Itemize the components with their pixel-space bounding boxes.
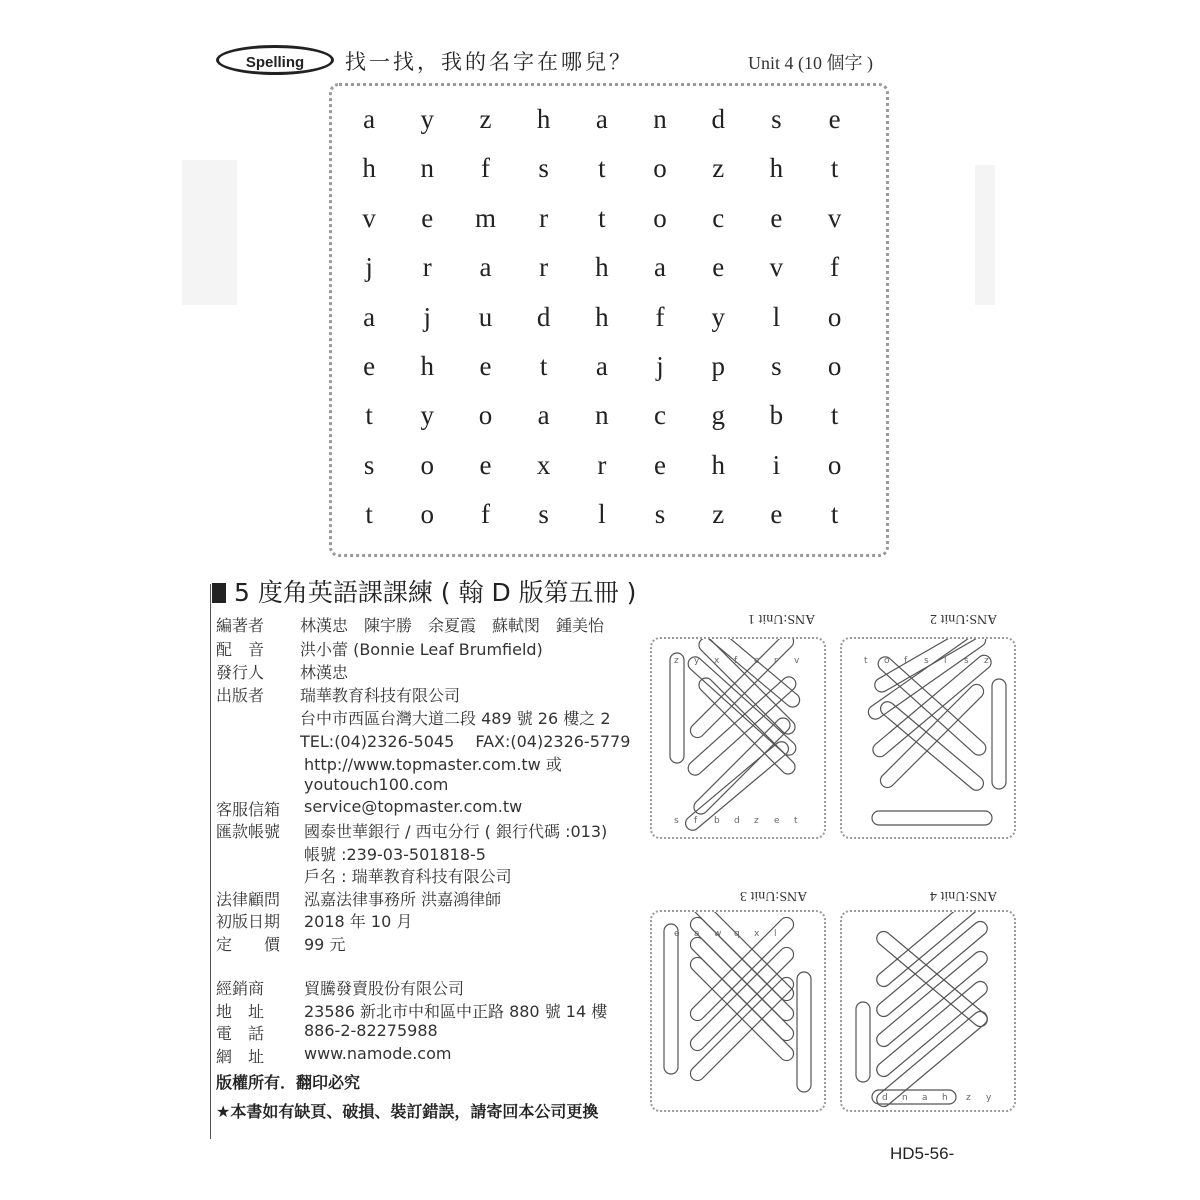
svg-text:f: f [694,816,698,826]
answer-letters [882,1093,992,1103]
colophon-heading [212,573,636,609]
puzzle-letter: h [420,350,435,381]
puzzle-letter: p [711,350,725,381]
puzzle-letter: v [827,202,842,233]
svg-text:e: e [774,816,780,826]
answer-key-unit-3 [650,910,826,1112]
colophon-divider [210,584,211,1139]
puzzle-letter: t [365,400,373,431]
svg-text:x: x [714,656,720,666]
puzzle-letter: s [538,499,549,530]
svg-text:h: h [942,1093,948,1103]
svg-text:d: d [882,1093,888,1103]
puzzle-letter: b [769,400,784,431]
puzzle-letter: v [769,252,784,283]
puzzle-letter: o [827,301,842,332]
colophon-value: 林漢忠 陳宇勝 余夏霞 蘇軾閔 鍾美怡 [300,616,605,635]
svg-text:e: e [754,656,760,666]
puzzle-letter: s [538,153,549,184]
puzzle-letter: t [598,153,606,184]
puzzle-letter: e [828,104,841,134]
puzzle-letter: a [595,104,608,134]
puzzle-letter: j [423,301,432,332]
svg-text:t: t [864,656,868,666]
puzzle-letter: t [830,153,839,184]
remit-label: 匯款帳號 [216,822,281,841]
puzzle-letter: r [422,252,432,283]
puzzle-letter: j [365,252,373,283]
puzzle-letter: e [479,350,492,381]
svg-text:s: s [964,656,969,666]
colophon-label: 配 音 [216,640,265,659]
puzzle-letter: e [712,252,725,283]
puzzle-letter: e [421,202,434,233]
svg-text:y: y [986,1093,992,1103]
puzzle-letter: o [653,153,667,184]
service-email[interactable]: service@topmaster.com.tw [304,797,523,816]
svg-text:s: s [674,816,679,826]
puzzle-letter: h [536,104,551,134]
puzzle-letter: j [656,350,664,381]
answer-letters [674,929,777,939]
puzzle-letter: t [365,499,373,530]
puzzle-letter: m [474,202,496,233]
puzzle-letter: n [653,104,667,134]
svg-text:z: z [984,656,989,666]
publisher-website[interactable]: youtouch100.com [304,775,449,794]
puzzle-letter: r [539,252,549,283]
answer-caption: ANS:Unit 1 [748,611,816,626]
phone-value: 886-2-82275988 [304,1021,438,1040]
puzzle-letter: o [827,350,842,381]
answer-caption: ANS:Unit 3 [740,888,808,903]
puzzle-letter: f [655,301,665,332]
legal-value: 泓嘉法律事務所 洪嘉鴻律師 [304,890,502,909]
puzzle-letter: a [595,350,608,381]
svg-text:b: b [714,816,720,826]
puzzle-letter: c [712,202,725,233]
puzzle-letter: v [362,202,376,233]
puzzle-letter: s [771,350,782,381]
svg-text:a: a [922,1093,928,1103]
svg-text:e: e [674,929,680,939]
puzzle-letter: o [420,499,435,530]
colophon-label: 發行人 [216,663,265,682]
puzzle-letter: f [830,252,840,283]
publisher-website[interactable]: http://www.topmaster.com.tw 或 [304,755,562,774]
puzzle-grid [340,96,864,541]
svg-text:l: l [774,929,777,939]
puzzle-letter: l [598,499,606,530]
puzzle-letter: z [479,104,492,134]
puzzle-letter: l [772,301,781,332]
left-decoration [182,160,237,305]
puzzle-letter: i [772,449,781,480]
puzzle-letter: a [537,400,550,431]
svg-text:d: d [734,816,740,826]
svg-text:t: t [794,816,798,826]
svg-text:w: w [714,929,722,939]
answer-key-unit-4 [840,910,1016,1112]
puzzle-letter: e [770,202,783,233]
puzzle-letter: o [420,449,435,480]
date-value: 2018 年 10 月 [304,912,413,931]
puzzle-letter: o [478,400,493,431]
service-label: 客服信箱 [216,800,281,819]
puzzle-letter: a [479,252,492,283]
puzzle-letter: a [363,104,376,134]
answer-key-drawing [842,639,1014,837]
publisher-tel-fax: TEL:(04)2326-5045 FAX:(04)2326-5779 [300,732,631,751]
spelling-badge: Spelling [216,45,334,75]
heading-block-icon [212,583,226,603]
address-label: 地 址 [216,1002,265,1021]
puzzle-letter: h [595,301,609,332]
answer-caption: ANS:Unit 4 [930,888,998,903]
colophon-title: 5 度角英語課課練 ( 翰 D 版第五冊 ) [234,578,637,607]
distributor-value: 貿騰發賣股份有限公司 [304,979,465,998]
puzzle-letter: o [827,449,842,480]
svg-text:v: v [794,656,800,666]
puzzle-letter: e [654,449,667,480]
puzzle-letter: c [654,400,667,431]
page-title: 找一找，我的名字在哪兒？ [345,50,633,74]
puzzle-letter: z [712,499,725,530]
puzzle-letter: z [712,153,725,184]
puzzle-letter: a [363,301,376,332]
answer-key-drawing [652,912,824,1110]
puzzle-letter: d [536,301,551,332]
svg-text:n: n [902,1093,908,1103]
svg-text:z: z [754,816,759,826]
price-label: 定 價 [216,935,281,954]
unit-label: Unit 4 (10 個字 ) [748,53,873,73]
defect-notice: ★本書如有缺頁、破損、裝訂錯誤，請寄回本公司更換 [216,1102,599,1121]
rights-notice: 版權所有．翻印必究 [216,1073,361,1092]
puzzle-letter: h [769,153,784,184]
answer-caption: ANS:Unit 2 [930,611,998,626]
puzzle-letter: f [480,153,490,184]
svg-text:o: o [884,656,890,666]
puzzle-letter: y [711,301,725,332]
puzzle-letter: s [654,499,666,530]
puzzle-letter: s [363,449,375,480]
colophon-value: 瑞華教育科技有限公司 [300,686,461,705]
remit-account: 帳號 :239-03-501818-5 [304,845,486,864]
puzzle-letter: t [598,202,606,233]
puzzle-letter: t [830,400,839,431]
colophon-label: 出版者 [216,686,265,705]
puzzle-letter: s [771,104,782,134]
puzzle-letter: r [539,202,549,233]
puzzle-letter: g [711,400,725,431]
svg-text:a: a [694,929,700,939]
puzzle-letter: f [480,499,490,530]
svg-text:y: y [694,656,700,666]
date-label: 初版日期 [216,912,281,931]
puzzle-letter: h [362,153,376,184]
puzzle-letter: r [597,449,607,480]
answer-key-drawing [842,912,1014,1110]
puzzle-letter: t [539,350,548,381]
web-value[interactable]: www.namode.com [304,1044,452,1063]
colophon-label: 編著者 [216,616,265,635]
svg-text:f: f [734,656,738,666]
right-decoration [975,165,995,305]
puzzle-letter: y [420,400,435,431]
svg-text:r: r [774,656,778,666]
page-code: HD5-56- [890,1144,955,1163]
puzzle-letter: y [420,104,435,134]
answer-key-drawing [652,639,824,837]
legal-label: 法律顧問 [216,890,281,909]
word-search-puzzle [329,83,889,557]
svg-text:z: z [674,656,679,666]
puzzle-letter: t [830,499,839,530]
puzzle-letter: a [654,252,667,283]
svg-text:x: x [754,929,760,939]
price-value: 99 元 [304,935,346,954]
puzzle-letter: n [420,153,435,184]
answer-key-unit-2 [840,637,1016,839]
svg-text:s: s [924,656,929,666]
puzzle-letter: e [770,499,783,530]
puzzle-letter: o [653,202,667,233]
puzzle-letter: h [595,252,609,283]
puzzle-letter: d [711,104,725,134]
puzzle-letter: h [711,449,725,480]
svg-text:z: z [966,1093,971,1103]
puzzle-letter: e [363,350,376,381]
remit-bank: 國泰世華銀行 / 西屯分行 ( 銀行代碼 :013) [304,822,608,841]
answer-key-unit-1 [650,637,826,839]
address-value: 23586 新北市中和區中正路 880 號 14 樓 [304,1002,608,1021]
phone-label: 電 話 [216,1024,265,1043]
puzzle-letter: u [478,301,493,332]
web-label: 網 址 [216,1047,265,1066]
puzzle-letter: x [536,449,551,480]
remit-name: 戶名 : 瑞華教育科技有限公司 [304,867,512,886]
puzzle-letter: n [595,400,609,431]
distributor-label: 經銷商 [216,979,265,998]
svg-text:f: f [904,656,908,666]
publisher-address: 台中市西區台灣大道二段 489 號 26 樓之 2 [300,709,611,728]
colophon-value: 洪小蕾 (Bonnie Leaf Brumfield) [300,640,543,659]
colophon-value: 林漢忠 [300,663,349,682]
svg-text:l: l [944,656,947,666]
puzzle-letter: e [479,449,492,480]
svg-text:q: q [734,929,740,939]
